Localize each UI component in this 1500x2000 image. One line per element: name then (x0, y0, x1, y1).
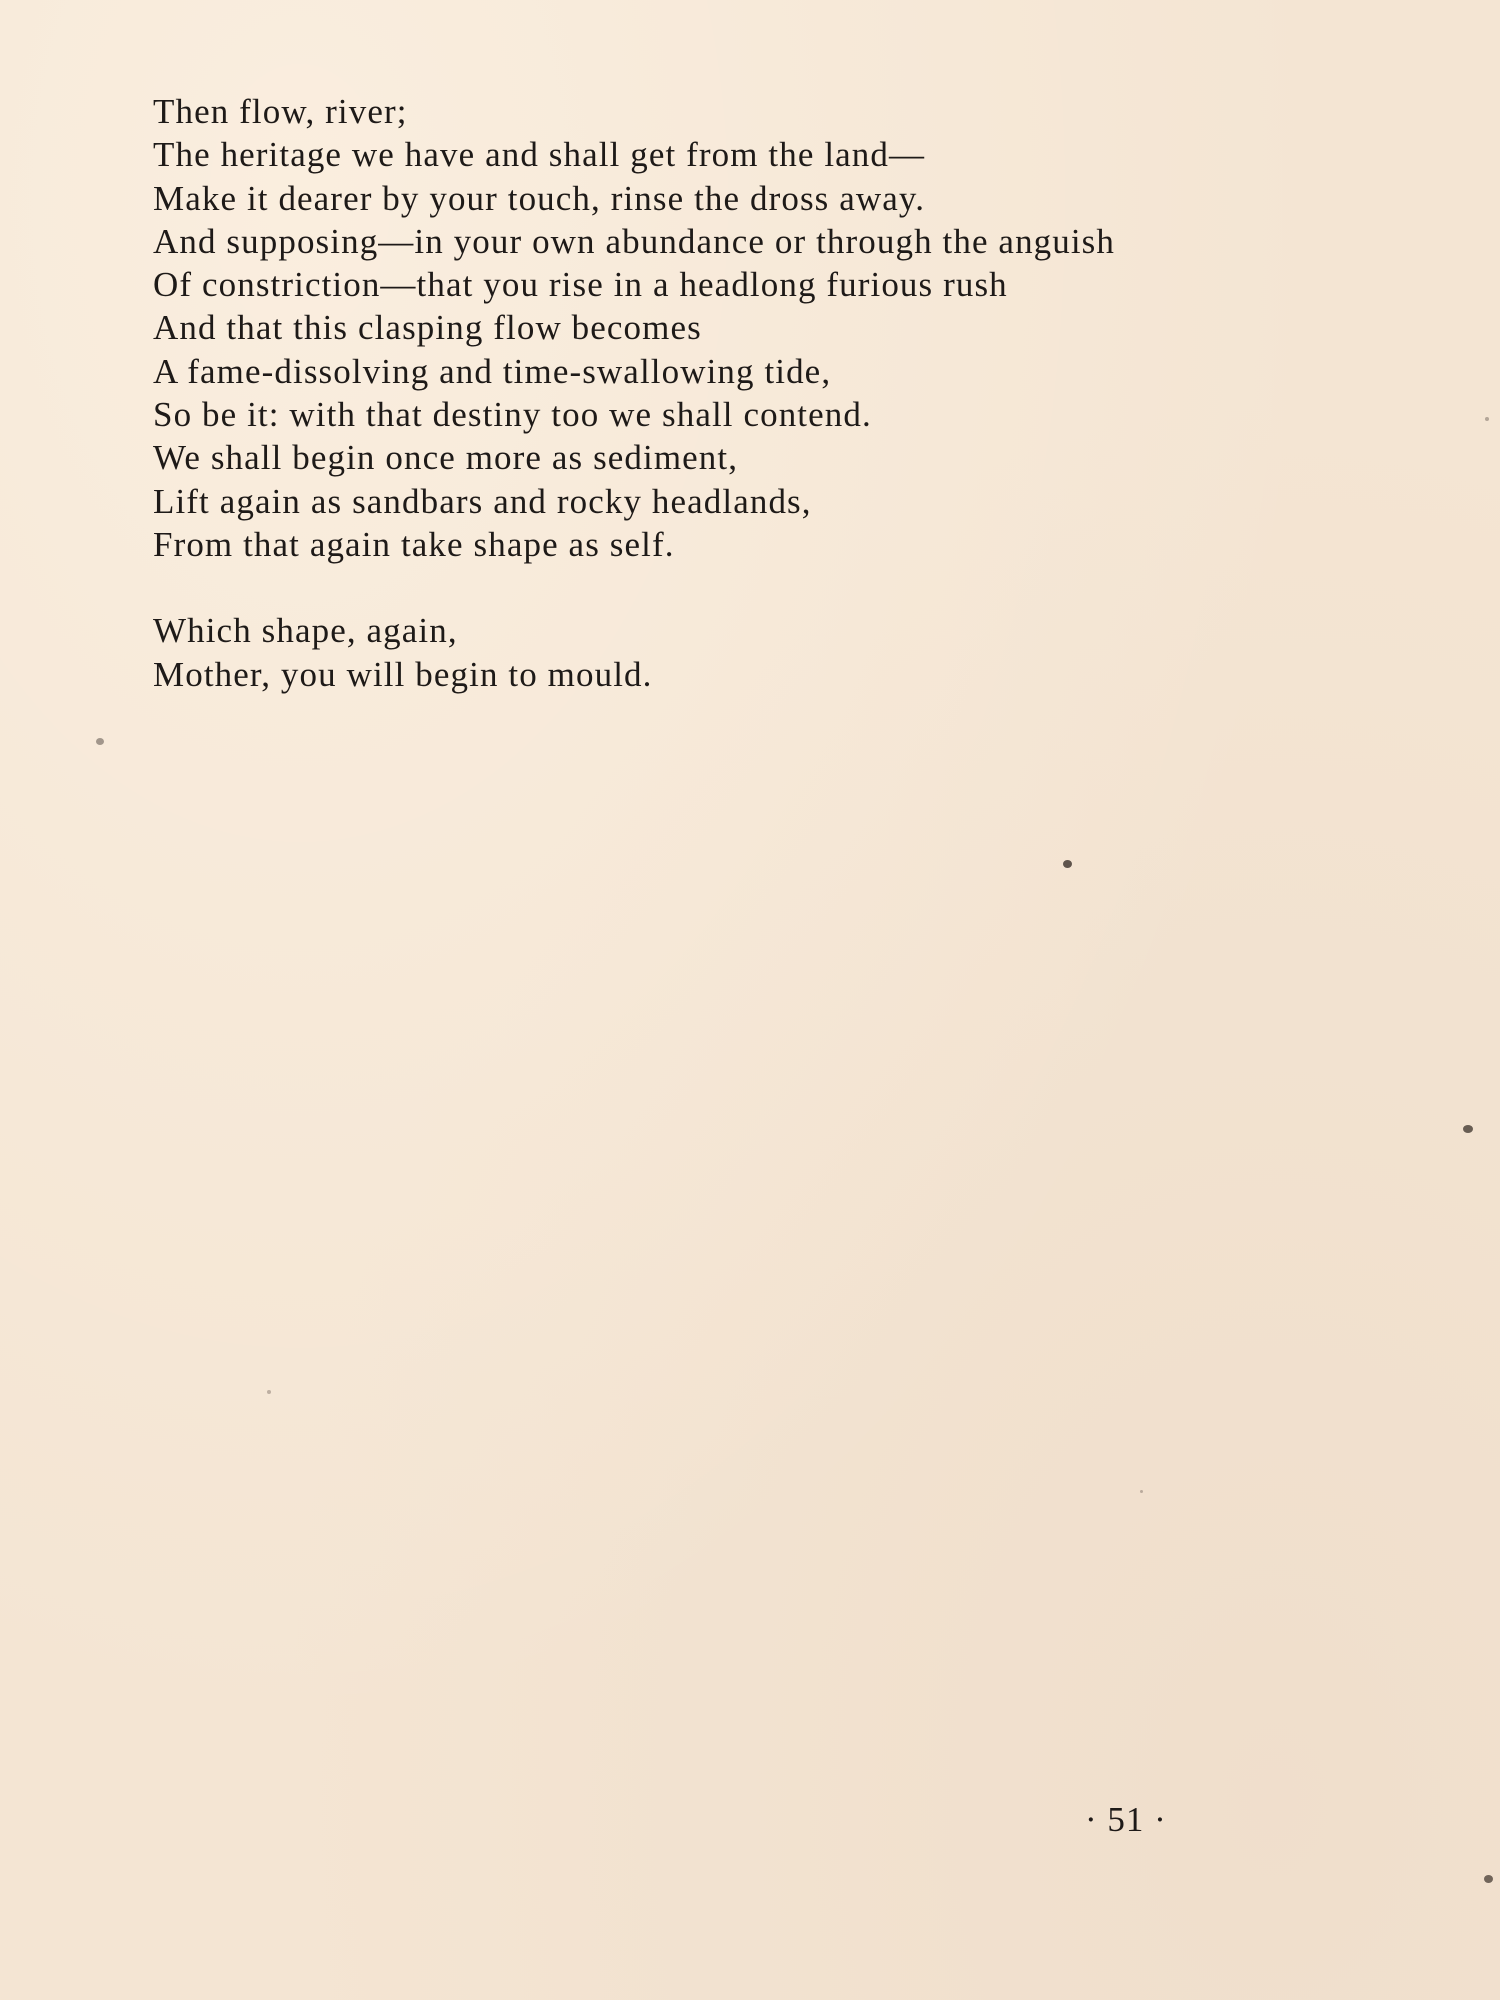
poem-line: Of constriction—that you rise in a headlong furious rush (153, 265, 1008, 305)
stanza-2 (153, 609, 1453, 696)
poem-line: We shall begin once more as sediment, (153, 438, 739, 478)
poem-line: And supposing—in your own abundance or through the anguish (153, 221, 1116, 261)
poem-line: The heritage we have and shall get from the land— (153, 135, 926, 175)
paper-speck (267, 1390, 271, 1394)
poem-line: A fame-dissolving and time-swallowing tide, (153, 351, 832, 391)
poem-line: From that again take shape as self. (153, 524, 675, 564)
poem-line: Which shape, again, (153, 611, 458, 651)
poem-line: And that this clasping flow becomes (153, 308, 702, 348)
paper-speck (1463, 1125, 1473, 1133)
paper-speck (1484, 1875, 1493, 1883)
poem-line: Make it dearer by your touch, rinse the dross away. (153, 178, 926, 218)
poem-line: Then flow, river; (153, 92, 408, 131)
poem-line: Lift again as sandbars and rocky headlands, (153, 481, 812, 521)
poem-line: So be it: with that destiny too we shall contend. (153, 395, 872, 435)
poem-line: Mother, you will begin to mould. (153, 654, 653, 694)
paper-speck (1140, 1490, 1143, 1493)
poem-text (153, 90, 1453, 696)
paper-speck (1063, 860, 1072, 868)
page-number: · 51 · (1085, 1800, 1167, 1839)
paper-speck (1485, 417, 1489, 421)
paper-speck (96, 738, 104, 745)
stanza-1 (153, 90, 1453, 566)
